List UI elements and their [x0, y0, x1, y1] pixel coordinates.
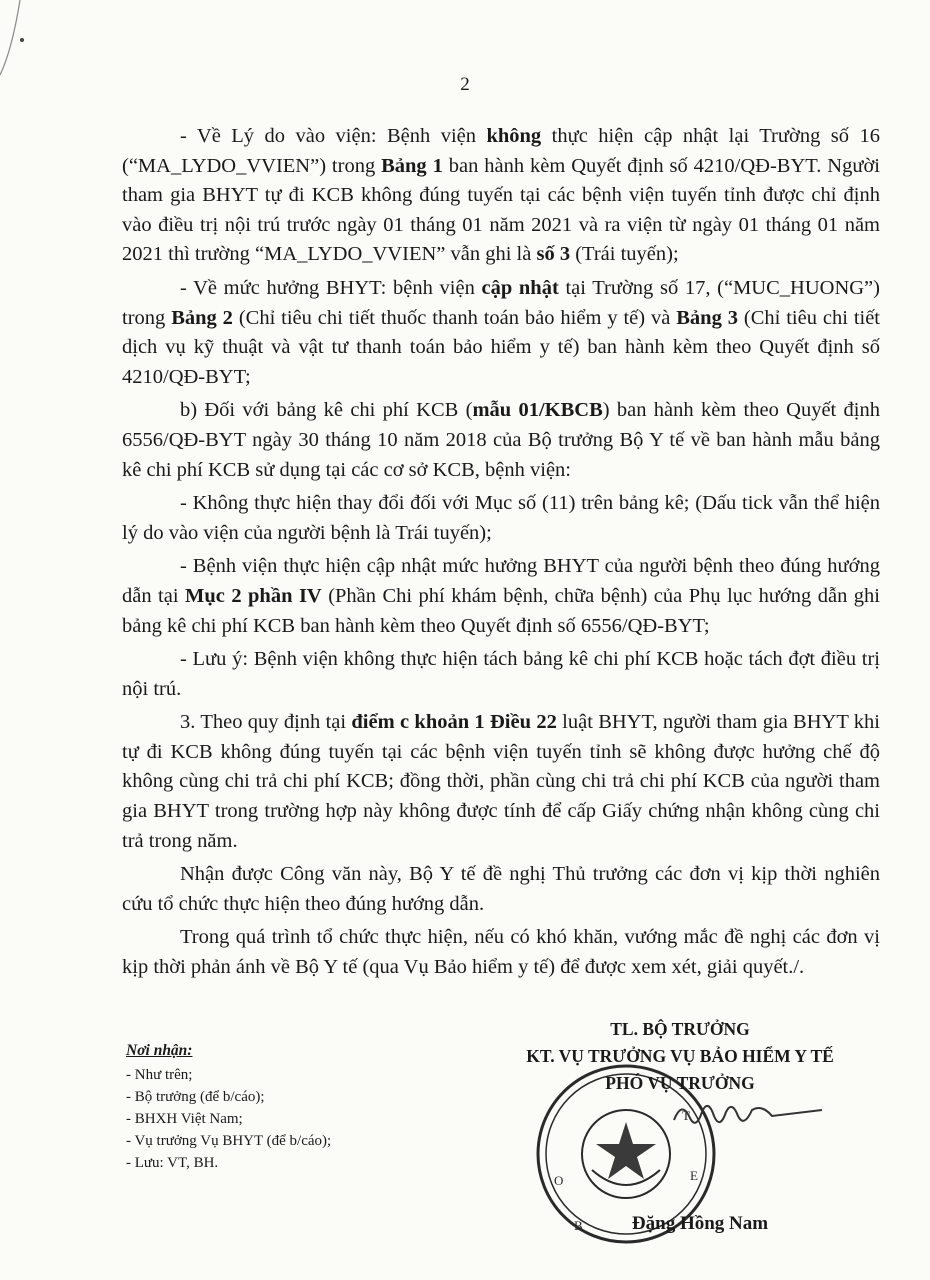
paragraph	[122, 489, 880, 548]
page-number: 2	[460, 74, 470, 95]
text-run: luật BHYT, người tham gia BHYT khi tự đi KCB không đúng tuyến tại các bệnh viện tuyến tỉnh sẽ không được hưởng chế độ không cùng chi trả chi phí KCB; đồng thời, phần cùng chi trả chi phí KCB của người tham gia BHYT trong trường hợp này không được tính để cấp Giấy chứng nhận không cùng chi trả trong năm.	[122, 711, 881, 852]
bold-text: cập nhật	[481, 276, 559, 299]
text-run: b) Đối với bảng kê chi phí KCB (	[180, 399, 473, 422]
svg-text:B: B	[574, 1218, 583, 1233]
bold-text: không	[486, 125, 542, 147]
paragraph	[122, 396, 880, 485]
text-run: - Về Lý do vào viện: Bệnh viện	[180, 125, 487, 147]
paragraph	[122, 860, 880, 919]
text-run: thực hiện cập nhật lại Trường số 16 (“MA_LYDO_VVIEN”) trong	[122, 125, 880, 177]
recipient-item: - BHXH Việt Nam;	[126, 1111, 243, 1127]
signature-line-3: PHÓ VỤ TRƯỞNG	[605, 1073, 755, 1093]
signature-line-1: TL. BỘ TRƯỞNG	[610, 1019, 750, 1039]
text-run: ban hành kèm Quyết định số 4210/QĐ-BYT. Người tham gia BHYT tự đi KCB không đúng tuyến tại các bệnh viện tuyến tỉnh được chỉ định vào điều trị nội trú trước ngày 01 tháng 01 năm 2021 và ra viện từ ngày 01 tháng 01 năm 2021 thì trường “MA_LYDO_VVIEN” vẫn ghi là	[122, 154, 880, 266]
text-run: tại Trường số 17, (“MUC_HUONG”) trong	[122, 276, 880, 329]
recipient-item: - Bộ trưởng (để b/cáo);	[126, 1089, 265, 1105]
recipients-heading: Nơi nhận:	[126, 1042, 193, 1059]
signer-name: Đặng Hồng Nam	[631, 1213, 769, 1234]
svg-text:E: E	[690, 1168, 698, 1183]
recipient-item: - Vụ trưởng Vụ BHYT (để b/cáo);	[126, 1133, 332, 1149]
bold-text: số 3	[536, 243, 571, 266]
bold-text: Bảng 2	[171, 306, 233, 329]
handwritten-signature	[672, 1090, 832, 1140]
bold-text: điểm c khoản 1 Điều 22	[351, 711, 557, 734]
svg-text:O: O	[554, 1173, 564, 1188]
text-run: Nhận được Công văn này, Bộ Y tế đề nghị Thủ trưởng các đơn vị kịp thời nghiên cứu tổ chức thực hiện theo đúng hướng dẫn.	[122, 863, 880, 915]
document-body	[122, 122, 880, 987]
svg-text:T: T	[682, 1108, 690, 1123]
paragraph	[122, 708, 880, 856]
text-run: - Không thực hiện thay đổi đối với Mục số (11) trên bảng kê; (Dấu tick vẫn thể hiện lý do vào viện của người bệnh là Trái tuyến);	[122, 492, 880, 544]
paragraph	[122, 923, 880, 982]
text-run: Trong quá trình tổ chức thực hiện, nếu có khó khăn, vướng mắc đề nghị các đơn vị kịp thời phản ánh về Bộ Y tế (qua Vụ Bảo hiểm y tế) để được xem xét, giải quyết./.	[122, 926, 880, 979]
text-run: (Trái tuyến);	[570, 243, 679, 266]
paragraph	[122, 274, 880, 392]
bold-text: mẫu 01/KBCB	[472, 399, 603, 422]
recipients-list	[126, 1064, 466, 1174]
text-run: - Bệnh viện thực hiện cập nhật mức hưởng BHYT của người bệnh theo đúng hướng dẫn tại	[122, 555, 880, 607]
text-run: (Chỉ tiêu chi tiết dịch vụ kỹ thuật và vật tư thanh toán bảo hiểm y tế) ban hành kèm theo Quyết định số 4210/QĐ-BYT;	[122, 306, 881, 388]
bold-text: Mục 2 phần IV	[185, 584, 322, 607]
text-run: - Lưu ý: Bệnh viện không thực hiện tách bảng kê chi phí KCB hoặc tách đợt điều trị nội trú.	[122, 648, 880, 700]
text-run: ) ban hành kèm theo Quyết định 6556/QĐ-BYT ngày 30 tháng 10 năm 2018 của Bộ trưởng Bộ Y tế về ban hành mẫu bảng kê chi phí KCB sử dụng tại các cơ sở KCB, bệnh viện:	[122, 399, 880, 481]
text-run: (Chỉ tiêu chi tiết thuốc thanh toán bảo hiểm y tế) và	[232, 306, 677, 329]
recipient-item: - Lưu: VT, BH.	[126, 1155, 219, 1171]
paragraph	[122, 122, 880, 270]
bold-text: Bảng 3	[676, 306, 738, 329]
text-run: - Về mức hưởng BHYT: bệnh viện	[180, 276, 482, 299]
recipients-block	[126, 1040, 466, 1174]
signature-title-block	[470, 1016, 890, 1097]
bold-text: Bảng 1	[381, 154, 443, 177]
recipient-item: - Như trên;	[126, 1067, 193, 1083]
paragraph	[122, 645, 880, 704]
signature-line-2: KT. VỤ TRƯỞNG VỤ BẢO HIỂM Y TẾ	[526, 1046, 834, 1066]
text-run: (Phần Chi phí khám bệnh, chữa bệnh) của Phụ lục hướng dẫn ghi bảng kê chi phí KCB ban hành kèm theo Quyết định số 6556/QĐ-BYT;	[122, 584, 880, 637]
paragraph	[122, 552, 880, 641]
text-run: 3. Theo quy định tại	[180, 711, 352, 734]
